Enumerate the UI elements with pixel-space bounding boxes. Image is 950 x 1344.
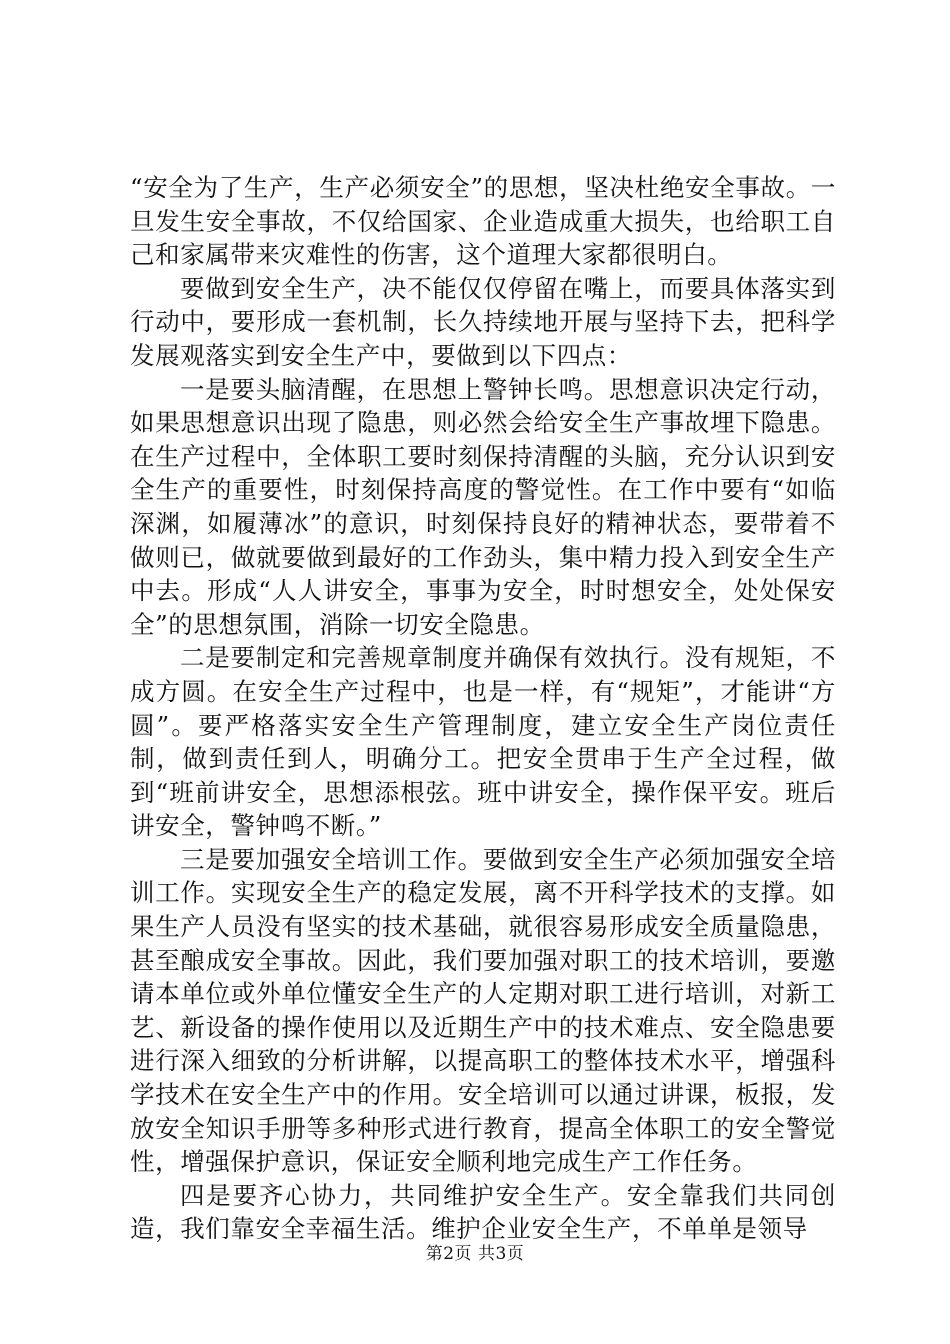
paragraph-point-three: 三是要加强安全培训工作。要做到安全生产必须加强安全培训工作。实现安全生产的稳定发展，离不开科学技术的支撑。如果生产人员没有坚实的技术基础，就很容易形成安全质量隐患，甚至酿成安全事故。因此，我们要加强对职工的技术培训，要邀请本单位或外单位懂安全生产的人定期对职工进行培训，对新工艺、新设备的操作使用以及近期生产中的技术难点、安全隐患要进行深入细致的分析讲解，以提高职工的整体技术水平，增强科学技术在安全生产中的作用。安全培训可以通过讲课，板报，发放安全知识手册等多种形式进行教育，提高全体职工的安全警觉性，增强保护意识，保证安全顺利地完成生产工作任务。 [130, 844, 836, 1177]
paragraph-intro: 要做到安全生产，决不能仅仅停留在嘴上，而要具体落实到行动中，要形成一套机制，长久持续地开展与坚持下去，把科学发展观落实到安全生产中，要做到以下四点： [130, 273, 836, 370]
paragraph-point-four: 四是要齐心协力，共同维护安全生产。安全靠我们共同创造，我们靠安全幸福生活。维护企业安全生产，不单单是领导 [130, 1180, 836, 1244]
paragraph-point-two: 二是要制定和完善规章制度并确保有效执行。没有规矩，不成方圆。在安全生产过程中，也是一样，有“规矩”，才能讲“方圆”。要严格落实安全生产管理制度，建立安全生产岗位责任制，做到责任到人，明确分工。把安全贯串于生产全过程，做到“班前讲安全，思想添根弦。班中讲安全，操作保平安。班后讲安全，警钟鸣不断。” [130, 643, 836, 841]
page-footer: 第2页 共3页 [425, 1244, 525, 1264]
paragraph-point-one: 一是要头脑清醒，在思想上警钟长鸣。思想意识决定行动，如果思想意识出现了隐患，则必然会给安全生产事故埋下隐患。在生产过程中，全体职工要时刻保持清醒的头脑，充分认识到安全生产的重要性，时刻保持高度的警觉性。在工作中要有“如临深渊，如履薄冰”的意识，时刻保持良好的精神状态，要带着不做则已，做就要做到最好的工作劲头，集中精力投入到安全生产中去。形成“人人讲安全，事事为安全，时时想安全，处处保安全”的思想氛围，消除一切安全隐患。 [130, 374, 836, 639]
paragraph-continuation: “安全为了生产，生产必须安全”的思想，坚决杜绝安全事故。一旦发生安全事故，不仅给国家、企业造成重大损失，也给职工自己和家属带来灾难性的伤害，这个道理大家都很明白。 [130, 173, 836, 270]
document-body [130, 171, 836, 1246]
